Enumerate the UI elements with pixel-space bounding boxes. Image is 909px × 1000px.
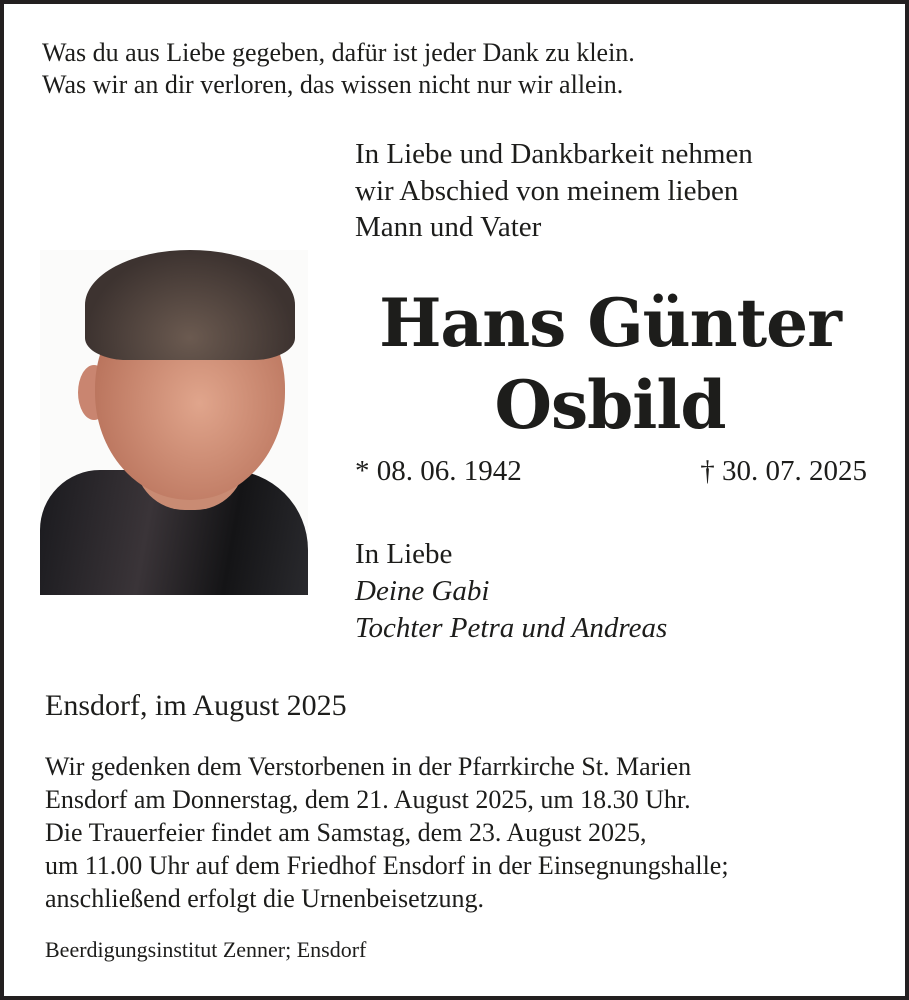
deceased-first-name: Hans Günter	[379, 284, 841, 362]
death-date: † 30. 07. 2025	[700, 455, 867, 487]
service-line: Wir gedenken dem Verstorbenen in der Pfarrkirche St. Marien	[45, 752, 692, 781]
mourner-name: Deine Gabi	[355, 575, 490, 607]
intro-line: In Liebe und Dankbarkeit nehmen	[355, 138, 753, 170]
service-line: um 11.00 Uhr auf dem Friedhof Ensdorf in der Einsegnungshalle;	[45, 851, 729, 880]
service-text	[45, 750, 729, 915]
signature-lead: In Liebe	[355, 538, 453, 570]
intro-line: Mann und Vater	[355, 211, 542, 243]
motto-line: Was du aus Liebe gegeben, dafür ist jeder Dank zu klein.	[42, 38, 635, 67]
intro-line: wir Abschied von meinem lieben	[355, 174, 739, 207]
intro-text	[355, 136, 753, 246]
mourner-name: Tochter Petra und Andreas	[355, 612, 668, 644]
signature	[355, 536, 667, 647]
service-line: Die Trauerfeier findet am Samstag, dem 23. August 2025,	[45, 818, 647, 847]
service-line: Ensdorf am Donnerstag, dem 21. August 2025, um 18.30 Uhr.	[45, 785, 691, 814]
deceased-last-name: Osbild	[494, 366, 726, 444]
service-line: anschließend erfolgt die Urnenbeisetzung.	[45, 884, 484, 913]
motto-verse	[42, 37, 635, 101]
place-date: Ensdorf, im August 2025	[45, 689, 347, 722]
portrait-photo	[40, 250, 308, 595]
birth-date: * 08. 06. 1942	[355, 455, 522, 487]
motto-line: Was wir an dir verloren, das wissen nicht nur wir allein.	[42, 70, 624, 99]
funeral-home: Beerdigungsinstitut Zenner; Ensdorf	[45, 937, 367, 962]
